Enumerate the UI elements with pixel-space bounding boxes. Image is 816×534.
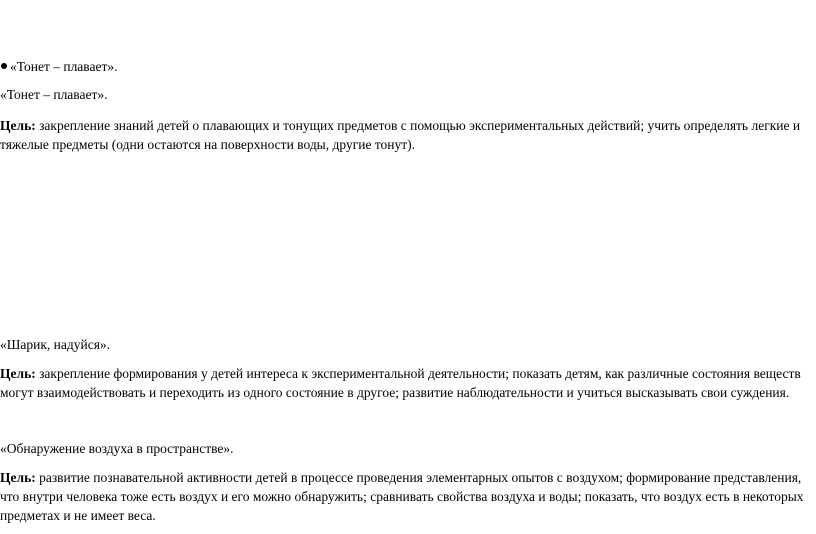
- goal-text: закрепление формирования у детей интереса к экспериментальной деятельности; показать детям, как различные состояния веществ могут взаимодействовать и переходить из одного состояние в другое; развитие наблюдательности и учиться высказывать свои суждения.: [0, 366, 801, 400]
- bullet-icon: [1, 63, 7, 69]
- goal-text: развитие познавательной активности детей в процессе проведения элементарных опытов с воздухом; формирование представления, что внутри человека тоже есть воздух и его можно обнаружить; сравнивать свойства воздуха и воды; показать, что воздух есть в некоторых предметах и не имеет веса.: [0, 470, 804, 523]
- bullet-heading-text: «Тонет – плавает».: [10, 59, 118, 74]
- bullet-heading: [0, 58, 118, 76]
- goal-label: Цель:: [0, 118, 36, 133]
- goal-label: Цель:: [0, 470, 36, 485]
- experiment-title: «Тонет – плавает».: [0, 87, 108, 102]
- goal-text: закрепление знаний детей о плавающих и тонущих предметов с помощью экспериментальных действий; учить определять легкие и тяжелые предметы (одни остаются на поверхности воды, другие тонут).: [0, 118, 801, 152]
- experiment-goal: [0, 116, 808, 154]
- experiment-title: «Обнаружение воздуха в пространстве».: [0, 441, 234, 456]
- goal-label: Цель:: [0, 366, 36, 381]
- experiment-title: «Шарик, надуйся».: [0, 337, 111, 352]
- experiment-goal: [0, 468, 808, 525]
- experiment-goal: [0, 364, 808, 402]
